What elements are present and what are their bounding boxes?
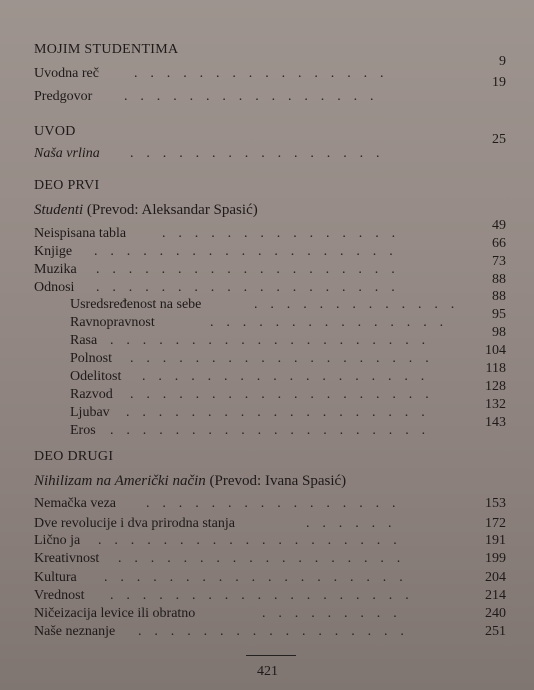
toc-page-number: 191 — [485, 533, 506, 548]
toc-page-number: 204 — [485, 570, 506, 585]
section-heading-uvod: UVOD — [34, 124, 76, 139]
toc-entry-indented — [70, 307, 506, 333]
section-subheading — [34, 473, 346, 490]
toc-page-number: 251 — [485, 624, 506, 639]
toc-page-number: 88 — [492, 272, 506, 287]
leader-dots: . . . . . . — [306, 516, 393, 531]
toc-entry-label: Naša vrlina — [34, 146, 100, 161]
leader-dots: . . . . . . . . . . . . . . . . . . . — [126, 405, 426, 420]
toc-entry-label: Ničeizacija levice ili obratno — [34, 606, 196, 621]
toc-page-number: 118 — [485, 361, 506, 376]
toc-entry-label: Ravnopravnost — [70, 315, 155, 330]
toc-entry-indented — [70, 379, 506, 405]
leader-dots: . . . . . . . . . . . . . . . . . . . — [96, 262, 396, 277]
toc-entry-label: Nemačka veza — [34, 496, 116, 511]
toc-page-number: 172 — [485, 516, 506, 531]
toc-entry-indented — [70, 361, 506, 387]
toc-page-number: 240 — [485, 606, 506, 621]
toc-entry-label: Rasa — [70, 333, 98, 348]
toc-entry — [34, 218, 506, 244]
toc-entry-label: Ljubav — [70, 405, 110, 420]
leader-dots: . . . . . . . . . . . . . — [254, 297, 455, 312]
toc-page-number: 104 — [485, 343, 506, 358]
toc-entry-label: Knjige — [34, 244, 73, 259]
toc-entry — [34, 588, 506, 606]
toc-page-number: 9 — [499, 54, 506, 69]
toc-page-number: 214 — [485, 588, 506, 603]
toc-entry — [34, 624, 506, 642]
section-heading-mojim-studentima: MOJIM STUDENTIMA — [34, 42, 179, 57]
leader-dots: . . . . . . . . . . . . . . . . . . . — [94, 244, 394, 259]
toc-entry — [34, 54, 506, 84]
toc-entry — [34, 516, 506, 534]
toc-entry — [34, 236, 506, 262]
toc-entry — [34, 496, 506, 514]
leader-dots: . . . . . . . . . . . . . . . . . . . — [96, 280, 396, 295]
toc-page-number: 199 — [485, 551, 506, 566]
leader-dots: . . . . . . . . . . . . . . . . . . — [142, 369, 425, 384]
toc-entry-label: Usredsređenost na sebe — [70, 297, 202, 312]
toc-entry — [34, 570, 506, 588]
toc-page-number: 143 — [485, 415, 506, 430]
subheading-translator: (Prevod: Aleksandar Spasić) — [83, 202, 258, 218]
toc-entry — [34, 132, 506, 164]
toc-entry-label: Dve revolucije i dva prirodna stanja — [34, 516, 235, 531]
toc-entry-indented — [70, 415, 506, 441]
section-heading-deo-drugi: DEO DRUGI — [34, 449, 114, 464]
toc-page-number: 25 — [492, 132, 506, 147]
toc-entry — [34, 606, 506, 624]
toc-entry-label: Vrednost — [34, 588, 85, 603]
leader-dots: . . . . . . . . . . . . . . . . . . . — [110, 588, 410, 603]
toc-entry-label: Lično ja — [34, 533, 81, 548]
toc-entry-label: Kreativnost — [34, 551, 100, 566]
subheading-translator: (Prevod: Ivana Spasić) — [205, 473, 347, 489]
leader-dots: . . . . . . . . . . . . . . . . — [146, 496, 397, 511]
toc-entry — [34, 75, 506, 107]
leader-dots: . . . . . . . . . . . . . . . . . . — [118, 551, 401, 566]
toc-page-number: 95 — [492, 307, 506, 322]
page-number: 421 — [257, 664, 278, 679]
toc-entry-label: Polnost — [70, 351, 113, 366]
leader-dots: . . . . . . . . . . . . . . . . . . . . — [110, 423, 426, 438]
toc-entry-indented — [70, 289, 506, 315]
leader-dots: . . . . . . . . . . . . . . . . — [130, 146, 381, 161]
toc-page-number: 98 — [492, 325, 506, 340]
leader-dots: . . . . . . . . . . . . . . . . — [134, 66, 385, 81]
toc-entry-label: Predgovor — [34, 89, 93, 104]
subheading-italic: Nihilizam na Američki način — [34, 473, 206, 489]
toc-entry-indented — [70, 397, 506, 423]
leader-dots: . . . . . . . . . . . . . . . — [210, 315, 444, 330]
leader-dots: . . . . . . . . . . . . . . . . . . . — [104, 570, 404, 585]
section-heading-deo-prvi: DEO PRVI — [34, 178, 100, 193]
toc-entry-label: Odnosi — [34, 280, 75, 295]
leader-dots: . . . . . . . . . . . . . . . . . . . — [98, 533, 398, 548]
leader-dots: . . . . . . . . . . . . . . . . . . . — [130, 351, 430, 366]
toc-page-number: 49 — [492, 218, 506, 233]
toc-page-number: 66 — [492, 236, 506, 251]
footer-rule — [246, 655, 296, 656]
leader-dots: . . . . . . . . . . . . . . . . . . . . — [110, 333, 426, 348]
toc-page-number: 88 — [492, 289, 506, 304]
toc-entry-label: Eros — [70, 423, 96, 438]
toc-entry-label: Neispisana tabla — [34, 226, 127, 241]
toc-entry — [34, 551, 506, 569]
toc-entry — [34, 272, 506, 298]
toc-page-number: 19 — [492, 75, 506, 90]
toc-page-number: 73 — [492, 254, 506, 269]
toc-entry-indented — [70, 325, 506, 351]
leader-dots: . . . . . . . . . . . . . . . . . . . — [130, 387, 430, 402]
toc-entry-label: Odelitost — [70, 369, 122, 384]
toc-entry — [34, 254, 506, 280]
toc-page-number: 132 — [485, 397, 506, 412]
leader-dots: . . . . . . . . . . . . . . . — [162, 226, 396, 241]
toc-entry-label: Razvod — [70, 387, 113, 402]
toc-entry-indented — [70, 343, 506, 369]
section-subheading — [34, 202, 258, 219]
toc-page-number: 153 — [485, 496, 506, 511]
leader-dots: . . . . . . . . . . . . . . . . . — [138, 624, 405, 639]
leader-dots: . . . . . . . . . . . . . . . . — [124, 89, 375, 104]
toc-entry — [34, 533, 506, 551]
toc-entry-label: Muzika — [34, 262, 77, 277]
subheading-italic: Studenti — [34, 202, 84, 218]
toc-page-number: 128 — [485, 379, 506, 394]
toc-entry-label: Kultura — [34, 570, 77, 585]
toc-entry-label: Uvodna reč — [34, 66, 99, 81]
leader-dots: . . . . . . . . . — [262, 606, 398, 621]
toc-entry-label: Naše neznanje — [34, 624, 116, 639]
